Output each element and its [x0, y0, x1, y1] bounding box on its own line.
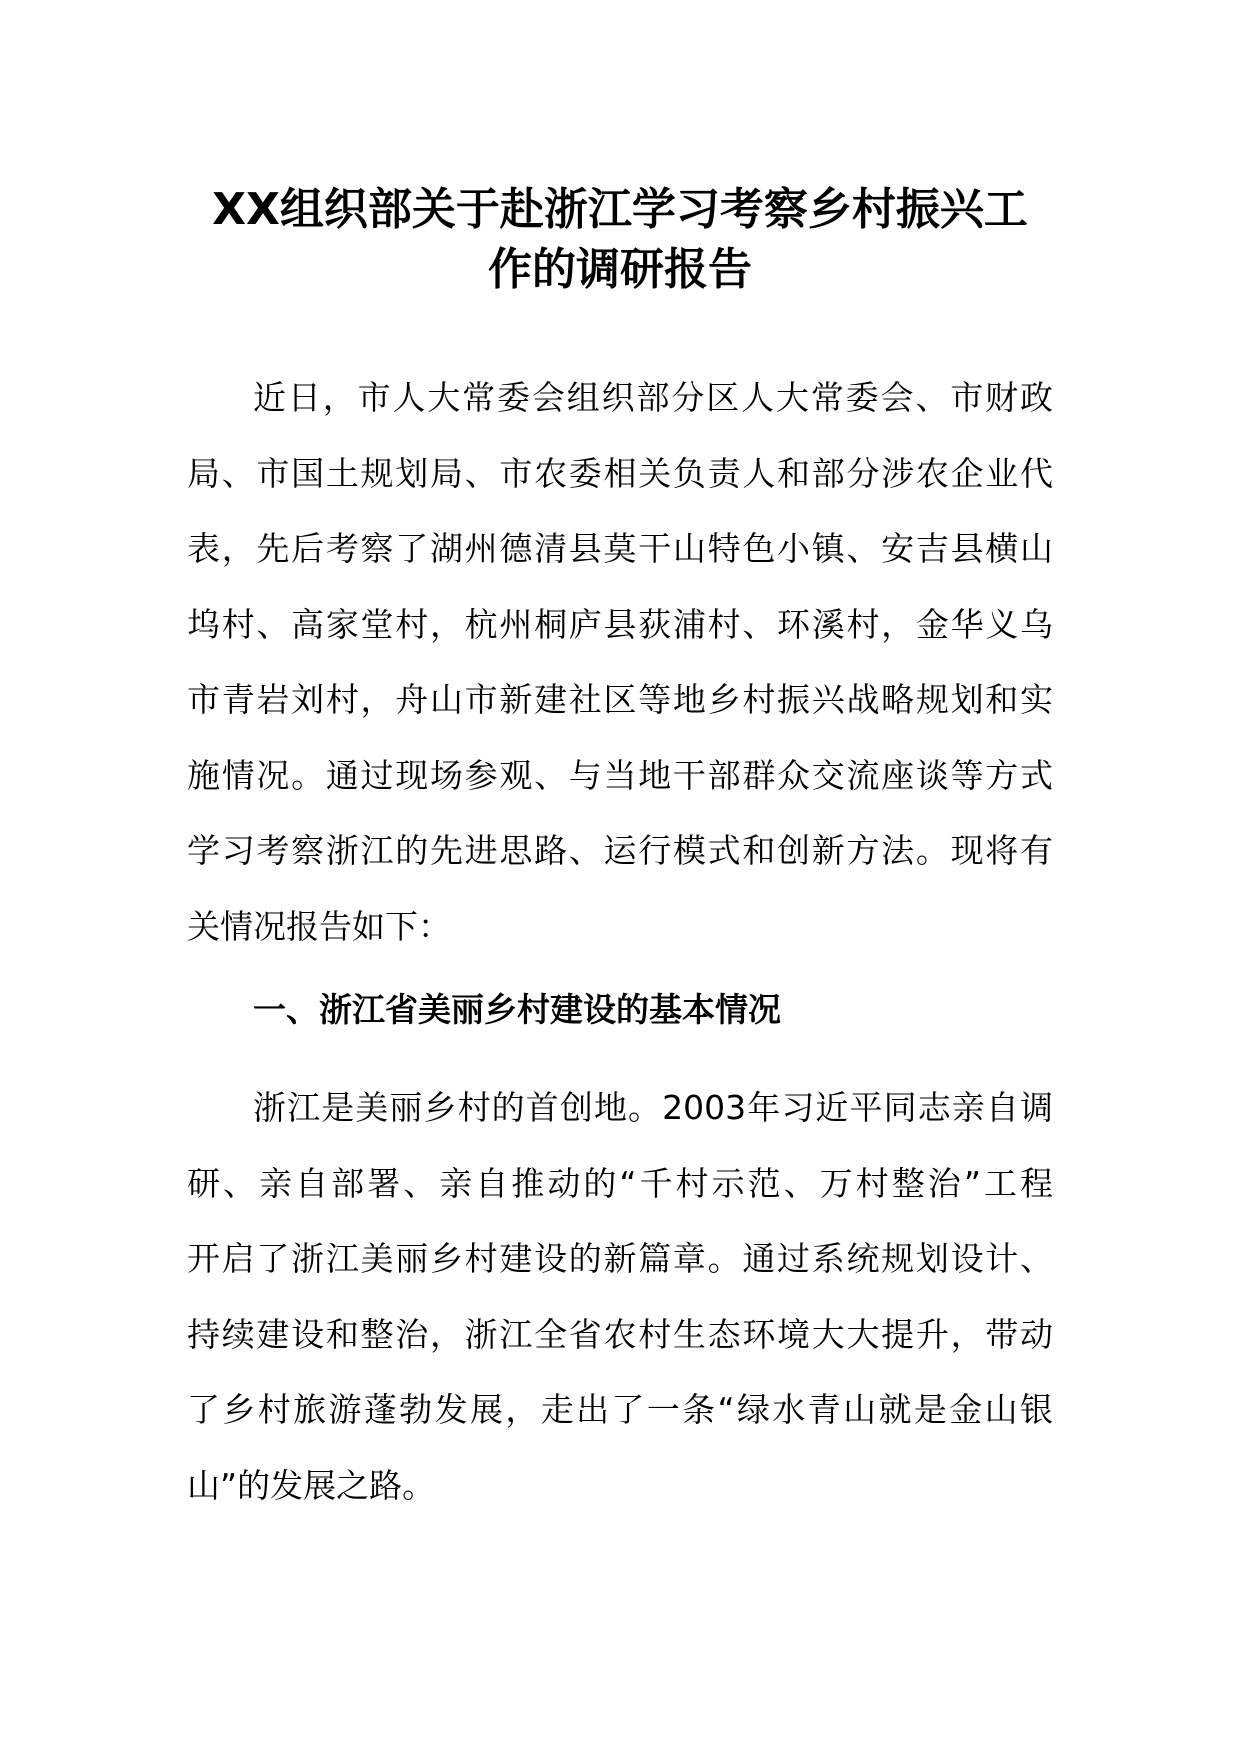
paragraph-line: 了乡村旅游蓬勃发展，走出了一条“绿水青山就是金山银: [187, 1390, 1053, 1429]
paragraph-line: 山”的发展之路。: [187, 1465, 436, 1505]
document-title: [170, 180, 1070, 300]
section-heading: 一、浙江省美丽乡村建设的基本情况: [253, 990, 781, 1029]
section-paragraph: [187, 1070, 1053, 1523]
paragraph-line: 学习考察浙江的先进思路、运行模式和创新方法。现将有: [187, 831, 1053, 870]
title-line: XX组织部关于赴浙江学习考察乡村振兴工: [212, 184, 1028, 235]
paragraph-line: 施情况。通过现场参观、与当地干部群众交流座谈等方式: [187, 755, 1053, 795]
paragraph-line: 研、亲自部署、亲自推动的“千村示范、万村整治”工程: [187, 1163, 1053, 1203]
paragraph-line: 局、市国土规划局、市农委相关负责人和部分涉农企业代: [187, 453, 1053, 493]
paragraph-line: 持续建设和整治，浙江全省农村生态环境大大提升，带动: [187, 1314, 1053, 1354]
paragraph-line: 关情况报告如下：: [187, 906, 451, 946]
paragraph-line: 表，先后考察了湖州德清县莫干山特色小镇、安吉县横山: [187, 529, 1053, 568]
paragraph-line: 坞村、高家堂村，杭州桐庐县荻浦村、环溪村，金华义乌: [187, 604, 1053, 644]
title-line: 作的调研报告: [488, 244, 752, 295]
paragraph-line: 市青岩刘村，舟山市新建社区等地乡村振兴战略规划和实: [187, 680, 1053, 719]
paragraph-line: 开启了浙江美丽乡村建设的新篇章。通过系统规划设计、: [187, 1239, 1053, 1278]
intro-paragraph: [187, 360, 1053, 964]
paragraph-line: 近日，市人大常委会组织部分区人大常委会、市财政: [253, 378, 1053, 417]
paragraph-line: 浙江是美丽乡村的首创地。2003年习近平同志亲自调: [253, 1088, 1053, 1127]
